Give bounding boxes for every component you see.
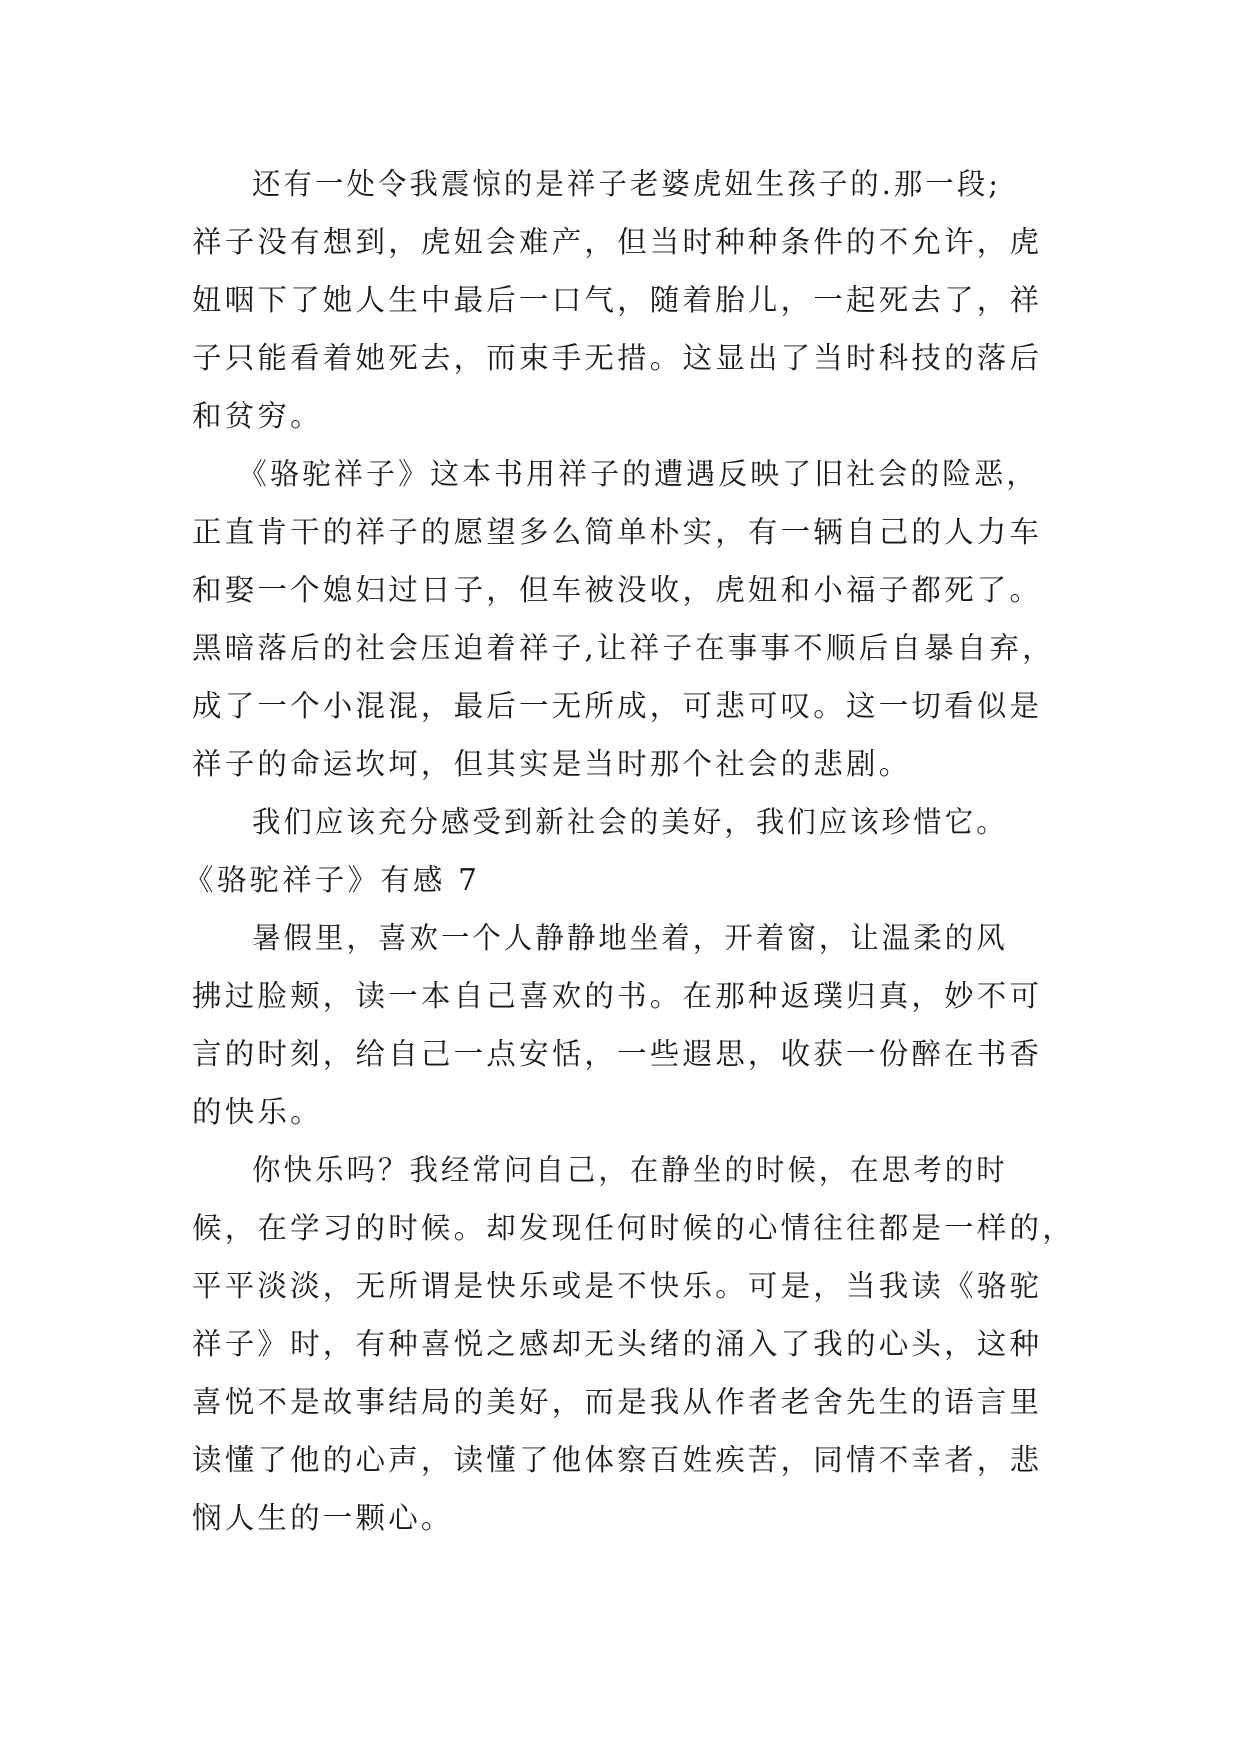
text-line: 妞咽下了她人生中最后一口气，随着胎儿，一起死去了，祥 — [192, 283, 1043, 317]
text-line: 祥子的命运坎坷，但其实是当时那个社会的悲剧。 — [192, 747, 912, 781]
text-line: 祥子》时，有种喜悦之感却无头绪的涌入了我的心头，这种 — [192, 1327, 1043, 1361]
text-line: 祥子没有想到，虎妞会难产，但当时种种条件的不允许，虎 — [192, 225, 1043, 259]
text-line: 成了一个小混混，最后一无所成，可悲可叹。这一切看似是 — [192, 689, 1043, 723]
text-line: 还有一处令我震惊的是祥子老婆虎妞生孩子的.那一段; — [252, 167, 1002, 201]
text-line: 《骆驼祥子》这本书用祥子的遭遇反映了旧社会的险恶， — [238, 457, 1039, 491]
text-line: 平平淡淡，无所谓是快乐或是不快乐。可是，当我读《骆驼 — [192, 1269, 1043, 1303]
text-line: 你快乐吗？我经常问自己，在静坐的时候，在思考的时 — [252, 1153, 1008, 1187]
text-line: 子只能看着她死去，而束手无措。这显出了当时科技的落后 — [192, 341, 1043, 375]
text-line: 暑假里，喜欢一个人静静地坐着，开着窗，让温柔的风 — [252, 921, 1008, 955]
text-line: 正直肯干的祥子的愿望多么简单朴实，有一辆自己的人力车 — [192, 515, 1043, 549]
section-heading: 《骆驼祥子》有感 7 — [184, 863, 481, 897]
text-line: 读懂了他的心声，读懂了他体察百姓疾苦，同情不幸者，悲 — [192, 1443, 1043, 1477]
text-line: 的快乐。 — [192, 1095, 323, 1129]
text-line: 言的时刻，给自己一点安恬，一些遐思，收获一份醉在书香 — [192, 1037, 1043, 1071]
text-line: 候，在学习的时候。却发现任何时候的心情往往都是一样的， — [192, 1211, 1075, 1245]
text-line: 悯人生的一颗心。 — [192, 1501, 454, 1535]
text-line: 黑暗落后的社会压迫着祥子,让祥子在事事不顺后自暴自弃， — [192, 631, 1055, 665]
text-line: 和贫穷。 — [192, 399, 323, 433]
text-line: 拂过脸颊，读一本自己喜欢的书。在那种返璞归真，妙不可 — [192, 979, 1043, 1013]
text-line: 喜悦不是故事结局的美好，而是我从作者老舍先生的语言里 — [192, 1385, 1043, 1419]
text-line: 和娶一个媳妇过日子，但车被没收，虎妞和小福子都死了。 — [192, 573, 1043, 607]
text-line: 我们应该充分感受到新社会的美好，我们应该珍惜它。 — [252, 805, 1008, 839]
